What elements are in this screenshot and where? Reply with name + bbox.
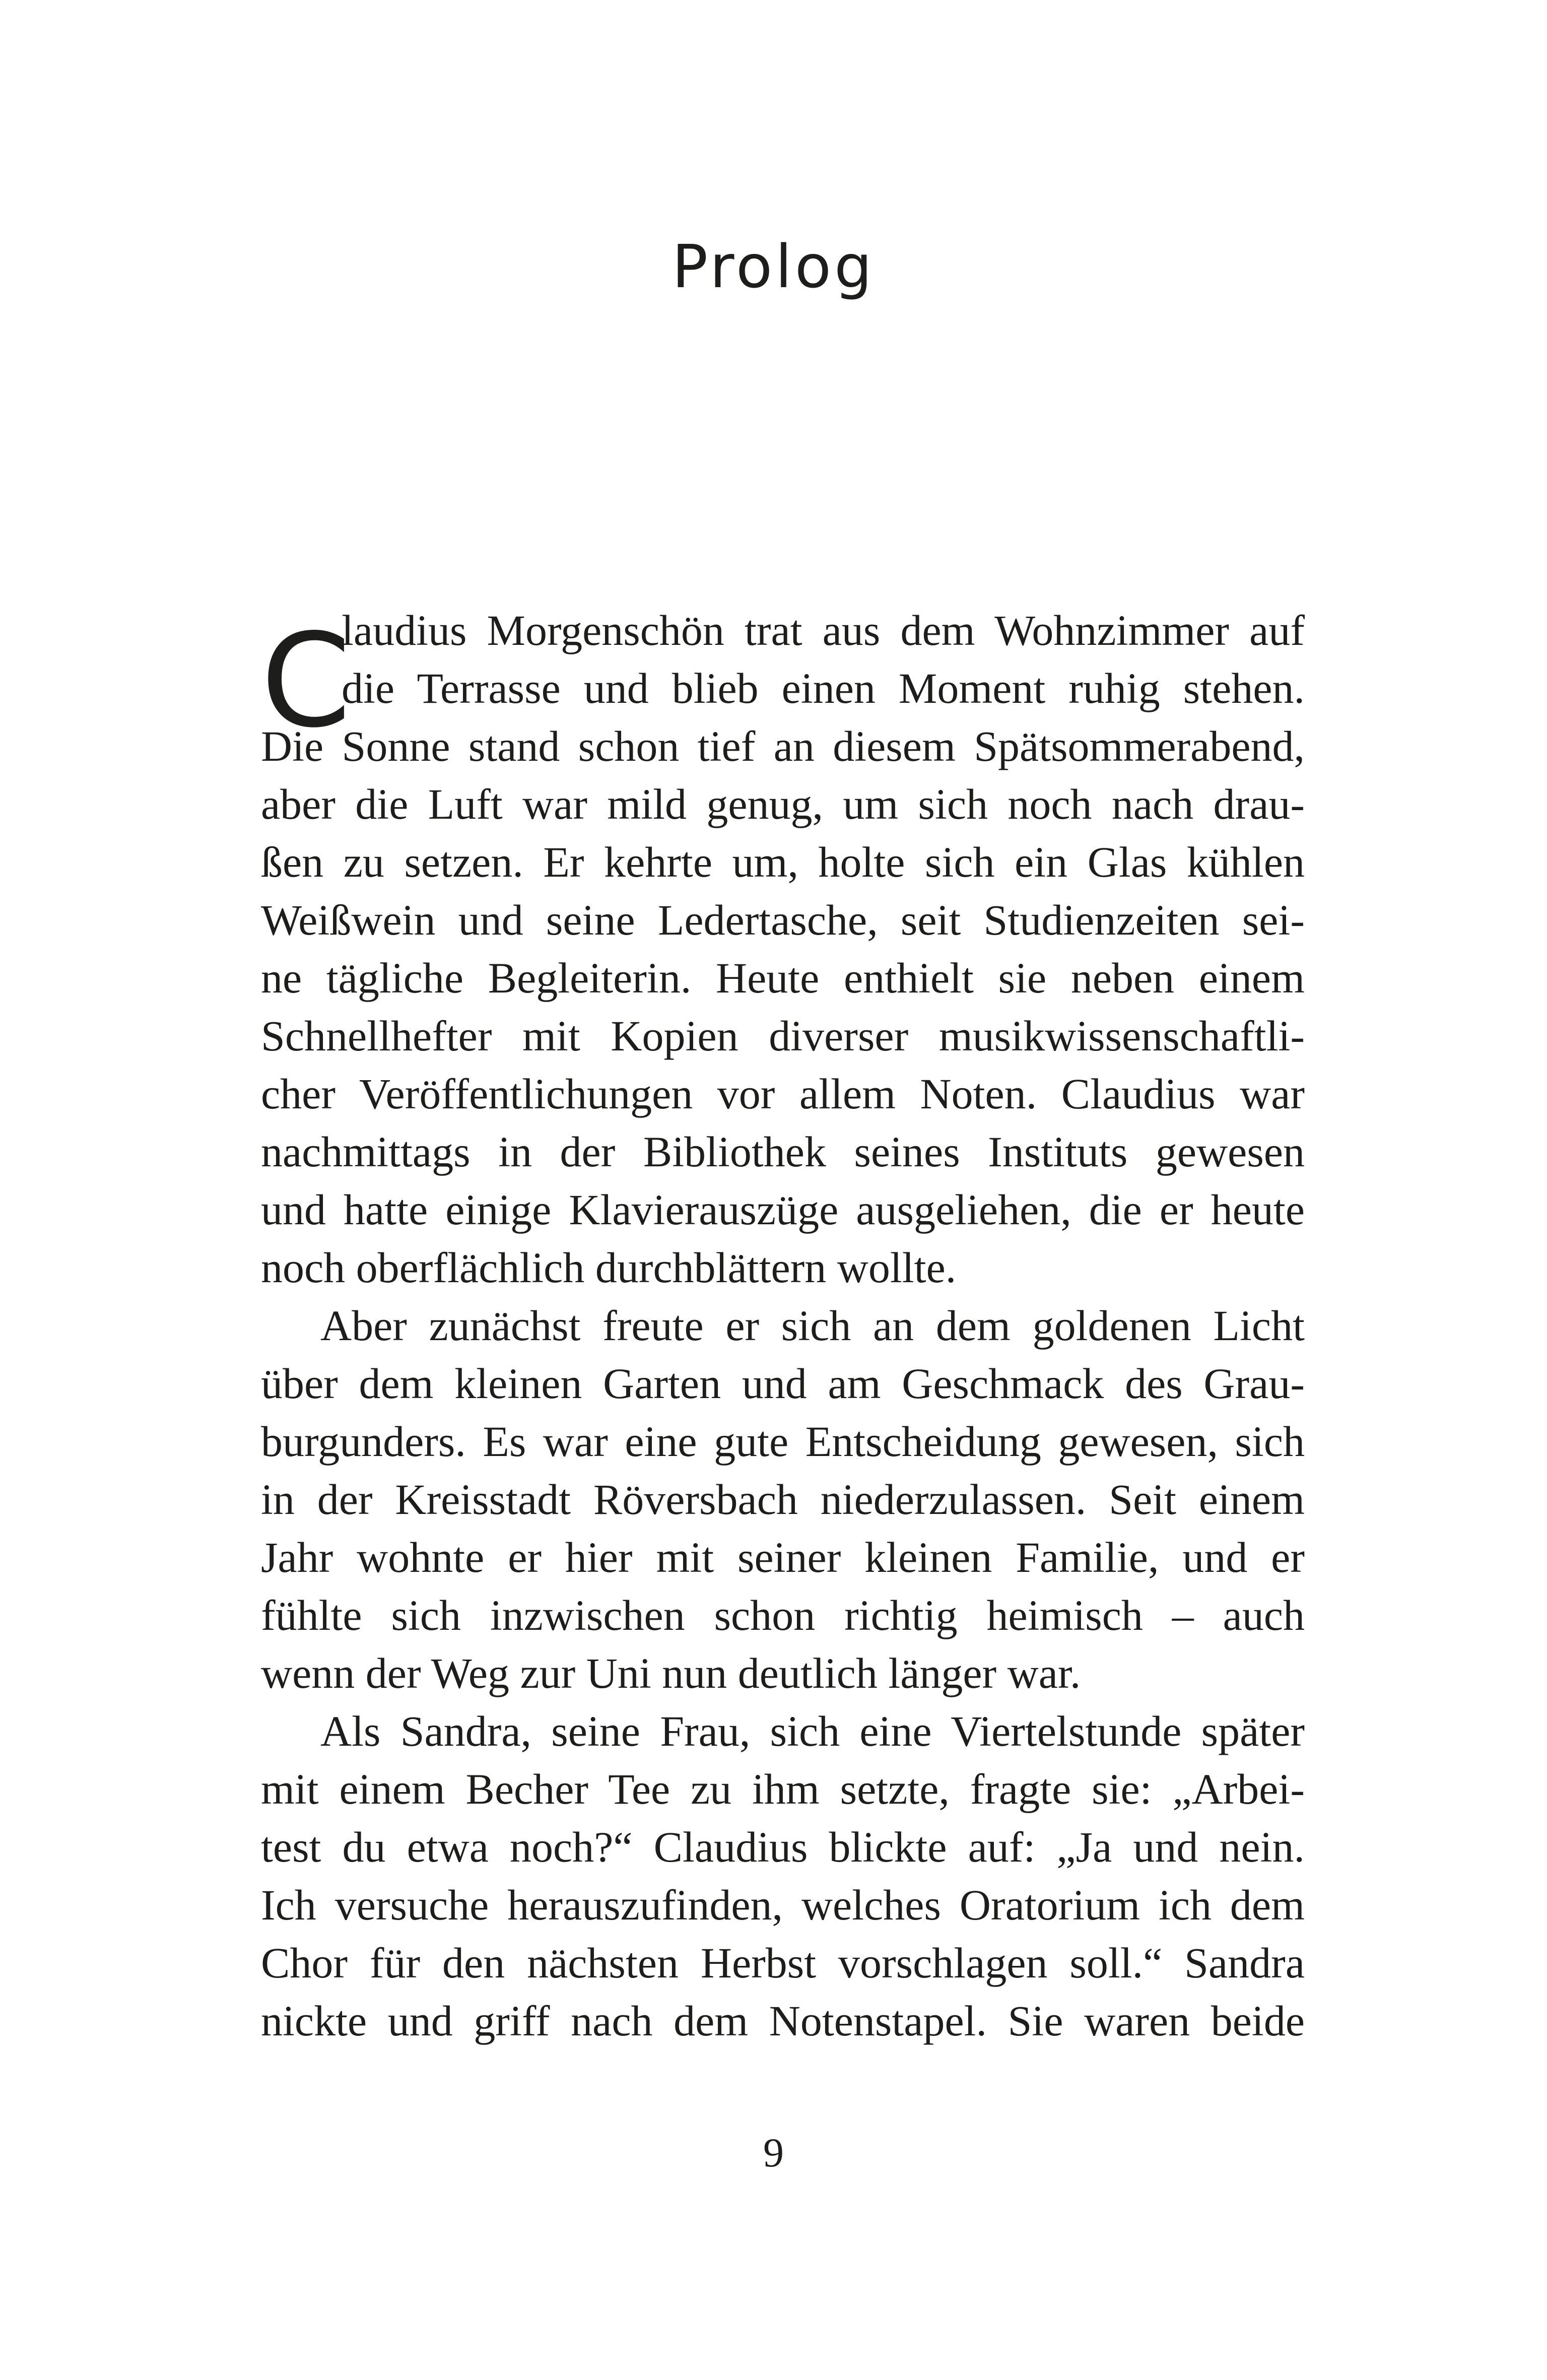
text-line: Die Sonne stand schon tief an diesem Spätsommerabend, [261, 722, 1305, 770]
text-line: ßen zu setzen. Er kehrte um, holte sich ein Glas kühlen [261, 838, 1305, 886]
text-line: über dem kleinen Garten und am Geschmack des Grau- [261, 1359, 1305, 1408]
text-line: in der Kreisstadt Röversbach niederzulassen. Seit einem [261, 1475, 1305, 1524]
text-line: laudius Morgenschön trat aus dem Wohnzimmer auf [342, 606, 1305, 654]
text-line: Chor für den nächsten Herbst vorschlagen soll.“ Sandra [261, 1939, 1305, 1987]
text-line: noch oberflächlich durchblättern wollte. [261, 1243, 957, 1292]
text-line: nachmittags in der Bibliothek seines Instituts gewesen [261, 1128, 1305, 1176]
text-line: nickte und griff nach dem Notenstapel. Sie waren beide [261, 1997, 1305, 2045]
text-line: mit einem Becher Tee zu ihm setzte, fragte sie: „Arbei- [261, 1765, 1305, 1813]
text-line: Als Sandra, seine Frau, sich eine Viertelstunde später [320, 1707, 1305, 1755]
text-line: Weißwein und seine Ledertasche, seit Studienzeiten sei- [261, 896, 1305, 944]
text-line: burgunders. Es war eine gute Entscheidung gewesen, sich [261, 1417, 1305, 1466]
text-line: cher Veröffentlichungen vor allem Noten. Claudius war [261, 1070, 1305, 1118]
text-line: Jahr wohnte er hier mit seiner kleinen Familie, und er [261, 1533, 1305, 1581]
drop-cap: C [261, 606, 351, 756]
body-text [261, 602, 1305, 2050]
text-line: und hatte einige Klavierauszüge ausgeliehen, die er heute [261, 1185, 1305, 1234]
text-line: Ich versuche herauszufinden, welches Oratorium ich dem [261, 1881, 1305, 1929]
chapter-title: Prolog [671, 232, 876, 301]
text-line: ne tägliche Begleiterin. Heute enthielt sie neben einem [261, 954, 1305, 1002]
text-line: wenn der Weg zur Uni nun deutlich länger war. [261, 1649, 1081, 1697]
text-line: test du etwa noch?“ Claudius blickte auf: „Ja und nein. [261, 1823, 1305, 1871]
text-line: Aber zunächst freute er sich an dem goldenen Licht [320, 1301, 1305, 1350]
text-line: die Terrasse und blieb einen Moment ruhig stehen. [342, 664, 1305, 712]
text-line: fühlte sich inzwischen schon richtig heimisch – auch [261, 1591, 1305, 1639]
page-number: 9 [763, 2130, 784, 2175]
text-line: aber die Luft war mild genug, um sich noch nach drau- [261, 780, 1305, 828]
text-line: Schnellhefter mit Kopien diverser musikwissenschaftli- [261, 1012, 1305, 1060]
